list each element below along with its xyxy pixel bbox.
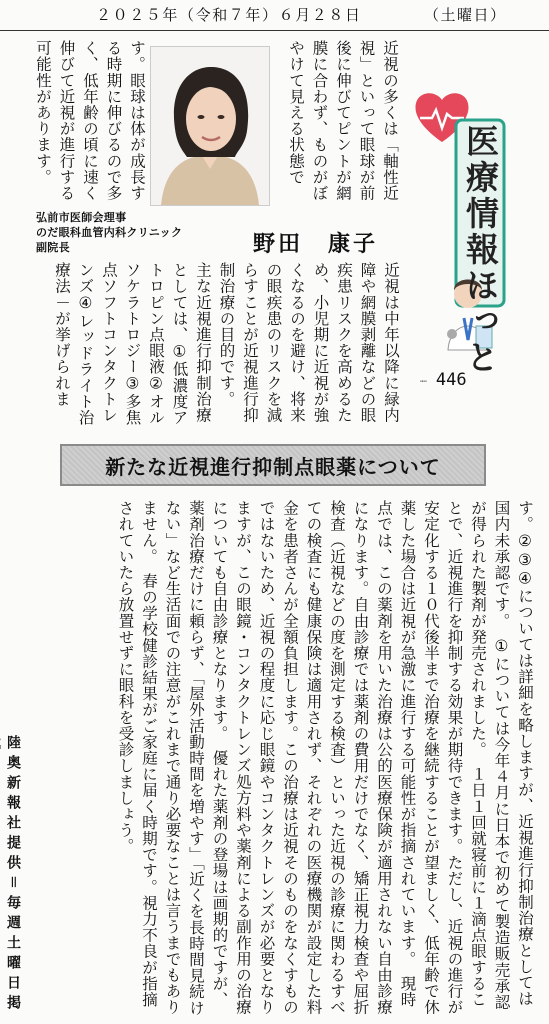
body-text-intro-cont: す。眼球は体が成長する時期に伸びるので多く、低年齢の頃に速く伸びて近視が進行する可能性があります。 [34,40,146,201]
affiliation-line: 副院長 [36,241,70,254]
article-headline: 新たな近視進行抑制点眼薬について [60,444,486,486]
affiliation-line: のだ眼科血管内科クリニック [36,226,183,239]
column-number-value: 446 [435,370,467,390]
column-logo [412,90,508,380]
column-number [420,370,467,390]
author-name: 野田 康子 [253,232,379,257]
body-text-purpose: 近視は中年以降に緑内障や網膜剥離などの眼疾患リスクを高めるため、小児期に近視が強くなるのを避け、将来の眼疾患のリスクを減らすことが近視進行抑制治療の目的です。 主な近視進行抑制治療としては、①低濃度アトロピン点眼液②オルソケラトロジー③多焦点ソフトコンタクトレンズ④レッドライト治療法－が挙げられま [53,262,400,426]
body-text-intro: 近視の多くは「軸性近視」といって眼球が前後に伸びてピントが網膜に合わず、ものがぼやけて見える状態で [287,40,399,201]
author-affiliation [36,210,182,255]
page-header [0,0,549,31]
source-credit: 陸奥新報社提供＝毎週土曜日掲 [5,735,21,1015]
author-photo [150,46,270,206]
affiliation-line: 弘前市医師会理事 [36,211,127,224]
number-dashes: ┈ [420,375,426,388]
body-text-main: す。②③④については詳細を略しますが、近視進行抑制治療としては国内未承認です。 ①については今年４月に日本で初めて製造販売承認が得られた製剤が発売されました。 １日１回就寝前に１滴点眼することで、近視進行を抑制する効果が期待できます。ただし、近視の進行が安定化する１０代後半まで治療を継続することが望ましく、低年齢で休薬した場合は近視が急激に進行する可能性が指摘されています。 現時点では、この薬剤を用いた治療は公的医療保険が適用されない自由診療になります。自由診療では薬剤の費用だけでなく、矯正視力検査や屈折検査（近視などの度を測定する検査）といった近視の診療に関わるすべての検査にも健康保険は適用されず、それぞれの医療機関が設定した料金を患者さんが全額負担します。この治療は近視そのものをなくすものではないため、近視の程度に応じ眼鏡やコンタクトレンズが必要となりますが、この眼鏡・コンタクトレンズ処方料や薬剤による副作用の治療についても自由診療となります。 優れた薬剤の登場は画期的ですが、薬剤治療だけに頼らず、「屋外活動時間を増やす」「近くを長時間見続けない」など生活面での注意がこれまで通り必要なことは言うまでもありません。 春の学校健診結果がご家庭に届く時期です。視力不良が指摘されていたら放置せずに眼科を受診しましょう。 [116,500,534,1016]
issue-weekday: （土曜日） [424,6,507,24]
logo-title: 医療情報ほっと [461,124,500,376]
issue-date: ２０２５年（令和７年）６月２８日 [96,6,362,24]
portrait-image [151,47,269,205]
